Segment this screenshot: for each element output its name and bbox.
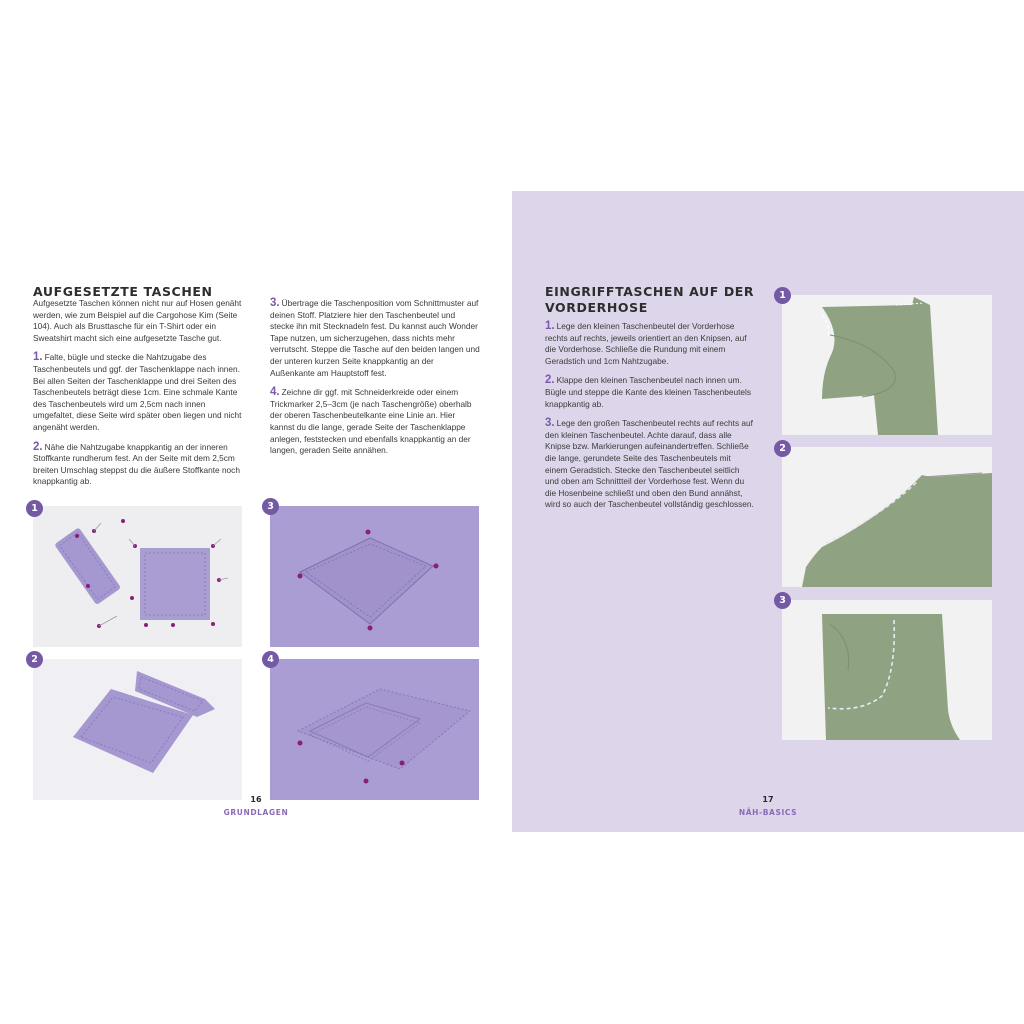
step-number: 1. [545,320,555,332]
right-text-column [545,321,755,519]
right-step-badge-2: 2 [774,440,791,457]
left-photo-2 [33,659,242,800]
left-step-3 [270,298,480,379]
left-photo-4 [270,659,479,800]
intro-paragraph: Aufgesetzte Taschen können nicht nur auf Hosen genäht werden, wie zum Beispiel auf die Cargohose Kim (Seite 104). Auch als Brusttasche für ein T-Shirt oder ein Sweatshirt macht sich eine aufgesetzte Tasche gut. [33,298,242,343]
pinned-pocket-pieces-image [33,506,242,647]
step-text: Übertrage die Taschenposition vom Schnittmuster auf deinen Stoff. Platziere hier den Taschenbeutel und stecke ihn mit Stecknadeln fest. Du kannst auch Wonder Tape nutzen, um sicherzugehen, dass nichts mehr verrutscht. Steppe die Tasche auf den beiden langen und der unteren kurzen Seite knappkantig an der Außenkante am Hauptstoff fest. [270,298,480,378]
right-step-3 [545,418,755,511]
right-heading-line-1: EINGRIFFTASCHEN AUF DER [545,284,755,299]
step-text: Klappe den kleinen Taschenbeutel nach innen um. Bügle und steppe die Kante des kleinen Taschenbeutels knappkantig ab. [545,375,752,409]
step-text: Nähe die Nahtzugabe knappkantig an der inneren Stoffkante rundherum fest. An der Seite mit dem 2,5cm breiten Umschlag steppst du die äußere Stoffkante noch knappkantig ab. [33,441,240,487]
step-number: 1. [33,351,43,364]
step-badge-3: 3 [262,498,279,515]
left-step-4 [270,387,480,457]
page-number-left: 16 [250,795,262,804]
right-heading [545,284,754,316]
step-text: Lege den kleinen Taschenbeutel der Vorderhose rechts auf rechts, jeweils orientiert an den Knipsen, auf die Vorderhose. Schließe die Rundung mit einem Geradstich und 1cm Nahtzugabe. [545,321,747,366]
step-badge-4: 4 [262,651,279,668]
left-text-column-2 [270,298,480,465]
right-step-1 [545,321,755,367]
page-number-right: 17 [762,795,774,804]
step-number: 2. [545,374,555,387]
left-step-1 [33,352,243,433]
left-step-2 [33,442,243,488]
right-step-badge-3: 3 [774,592,791,609]
step-badge-2: 2 [26,651,43,668]
section-label-left: GRUNDLAGEN [223,808,289,817]
left-text-column-1 [33,298,243,496]
stitched-pocket-pieces-image [33,659,242,800]
step-number: 3. [545,417,555,430]
right-step-2 [545,375,755,410]
left-photo-3 [270,506,479,647]
step-text: Lege den großen Taschenbeutel rechts auf rechts auf den kleinen Taschenbeutel. Achte darauf, dass alle Knipse bzw. Markierungen aufeinandertreffen. Schließe die lange, gerundete Seite des Taschenbeutels mit einem Geradstich. Stecke den Taschenbeutel seitlich und oben am Schnittteil der Vorderhose fest. Wenn du die Hosenbeine schließt und oben den Bund annähst, wird so auch der Taschenbeutel vollständig geschlossen. [545,418,754,510]
left-heading: AUFGESETZTE TASCHEN [33,284,213,299]
right-step-badge-1: 1 [774,287,791,304]
right-heading-line-2: VORDERHOSE [545,300,648,315]
right-photo-1 [782,295,992,435]
pocket-bag-closed-image [782,600,992,740]
step-number: 3. [270,297,280,309]
pocket-edge-stitched-image [782,447,992,587]
left-photo-1 [33,506,242,647]
trouser-front-pocket-bag-image [782,295,992,435]
right-photo-2 [782,447,992,587]
section-label-right: NÄH-BASICS [738,808,798,817]
pocket-on-fabric-image [270,506,479,647]
step-text: Falte, bügle und stecke die Nahtzugabe des Taschenbeutels und ggf. der Taschenklappe nach innen. Bei allen Seiten der Taschenklappe und drei Seiten des Taschenbeutels beträgt diese 1cm. Eine schmale Kante des Taschenbeutels wird um 2,5cm nach innen umgefaltet, diese Seite wird später oben liegen und nicht angenäht werden. [33,352,242,432]
step-text: Zeichne dir ggf. mit Schneiderkreide oder einem Trickmarker 2,5–3cm (je nach Taschengröße) oberhalb der oberen Taschenbeutelkante eine Linie an. Hier kannst du die lange, gerade Seite der Taschenklappe anlegen, feststecken und ebenfalls knappkantig an der langen, geraden Seite annähen. [270,387,472,456]
right-photo-3 [782,600,992,740]
step-number: 2. [33,440,43,453]
step-badge-1: 1 [26,500,43,517]
step-number: 4. [270,386,280,399]
pocket-with-flap-image [270,659,479,800]
